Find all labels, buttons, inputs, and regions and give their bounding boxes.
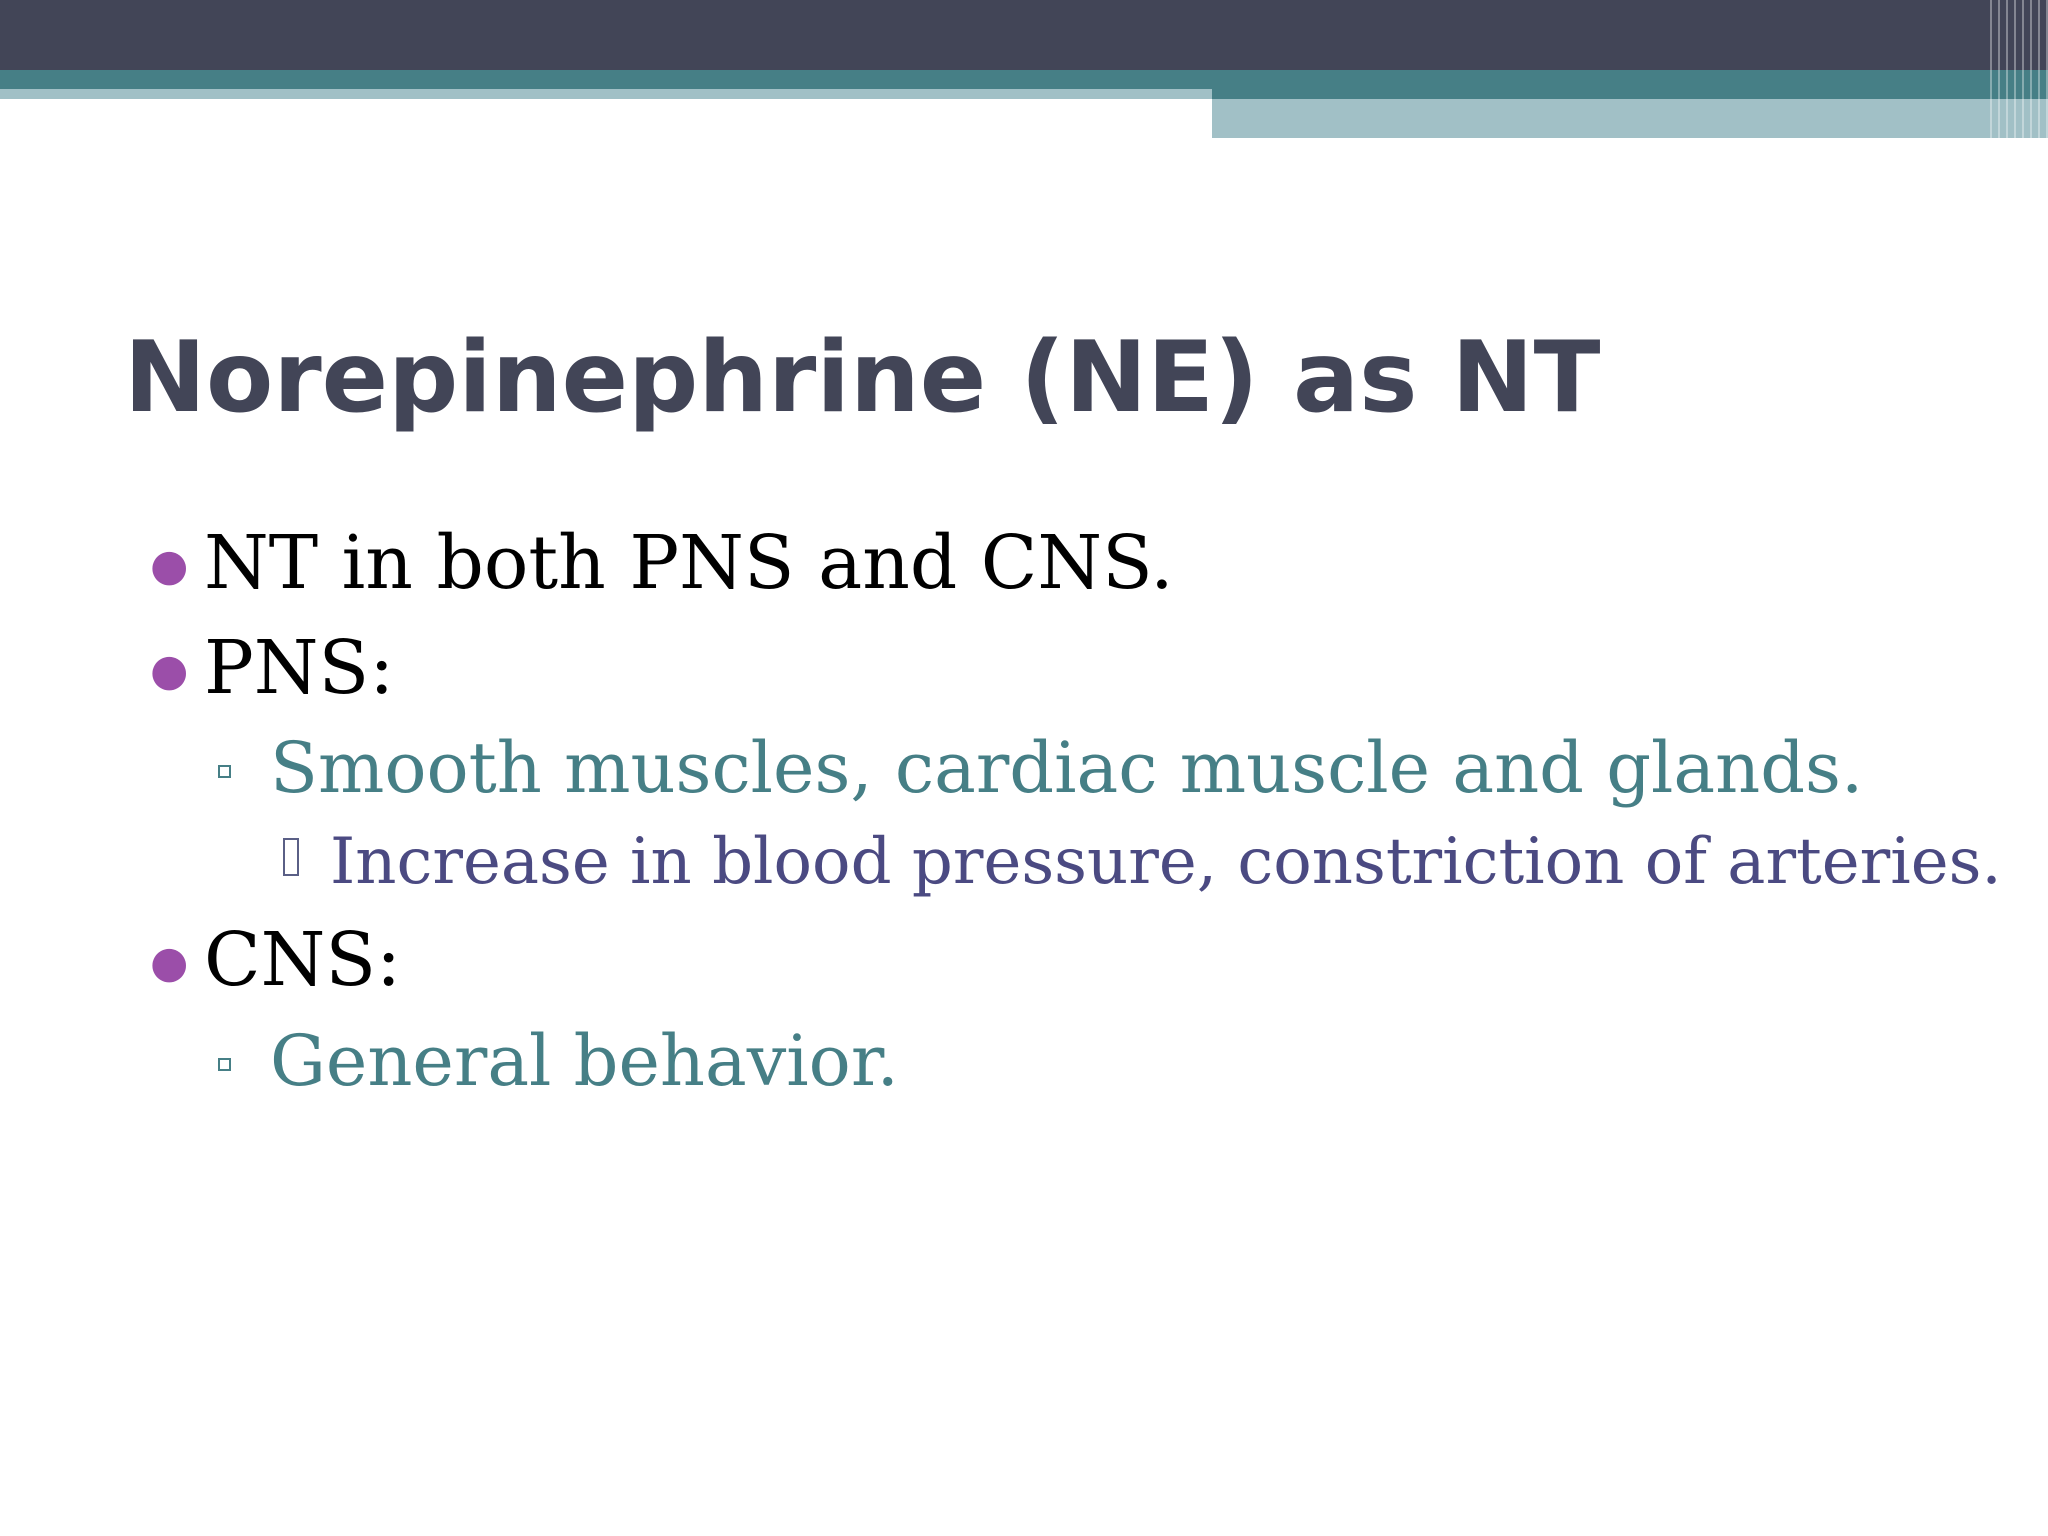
sub-sub-bullet-text: Increase in blood pressure, constriction of arteries. [330,825,2002,899]
header-band-light-left [0,89,1212,99]
header-band-light-right [1212,99,2048,138]
square-bullet-icon [218,765,231,778]
header-band-dark [0,0,2048,70]
sub-bullet-text: General behavior. [270,1020,899,1102]
square-bullet-icon [218,1058,231,1071]
header-band-teal [0,70,2048,89]
slide-title: Norepinephrine (NE) as NT [124,321,1601,435]
header-band-teal-right [1212,89,2048,99]
bullet-dot-icon: ● [150,645,189,696]
bullet-text: CNS: [204,917,401,1003]
bullet-dot-icon: ● [150,937,189,988]
bullet-text: NT in both PNS and CNS. [204,520,1174,606]
header-edge-stripes [1984,0,2048,138]
sub-bullet-text: Smooth muscles, cardiac muscle and glands. [270,727,1864,809]
bullet-dot-icon: ● [150,540,189,591]
bullet-text: PNS: [204,625,395,711]
box-bullet-icon [283,838,299,876]
